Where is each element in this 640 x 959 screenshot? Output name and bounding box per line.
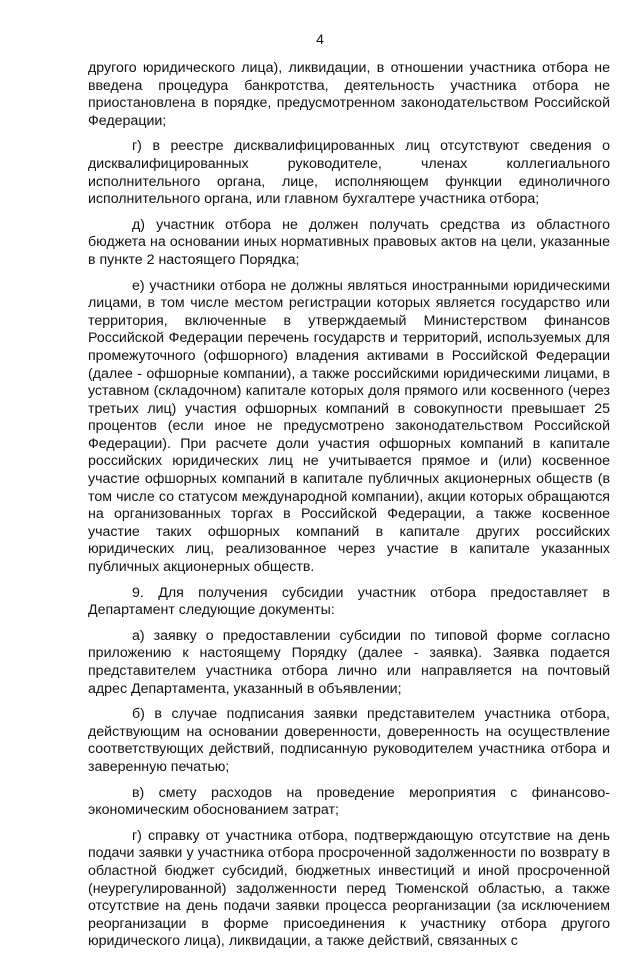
- paragraph-item-g-certificate: г) справку от участника отбора, подтверждающую отсутствие на день подачи заявки у участника отбора просроченной задолженности по возврату в областной бюджет субсидий, бюджетных инвестиций и иной просроченной (неурегулированной) задолженности перед Тюменской областью, а также отсутствие на день подачи заявки процесса реорганизации (за исключением реорганизации в форме присоединения к участнику отбора другого юридического лица), ликвидации, а также действий, связанных с: [88, 827, 610, 950]
- document-body: [88, 60, 610, 959]
- paragraph-clause-9: 9. Для получения субсидии участник отбора предоставляет в Департамент следующие документы:: [88, 584, 610, 619]
- paragraph-item-v-estimate: в) смету расходов на проведение мероприятия с финансово-экономическим обоснованием затрат;: [88, 784, 610, 819]
- paragraph-item-g-disqualified: г) в реестре дисквалифицированных лиц отсутствуют сведения о дисквалифицированных руководителе, членах коллегиального исполнительного органа, лице, исполняющем функции единоличного исполнительного органа, или главном бухгалтере участника отбора;: [88, 138, 610, 208]
- paragraph-item-b-proxy: б) в случае подписания заявки представителем участника отбора, действующим на основании доверенности, доверенность на осуществление соответствующих действий, подписанную руководителем участника отбора и заверенную печатью;: [88, 706, 610, 775]
- paragraph-continuation: другого юридического лица), ликвидации, в отношении участника отбора не введена процедура банкротства, деятельность участника отбора не приостановлена в порядке, предусмотренном законодательством Российской Федерации;: [88, 60, 610, 129]
- paragraph-item-d-budget: д) участник отбора не должен получать средства из областного бюджета на основании иных нормативных правовых актов на цели, указанные в пункте 2 настоящего Порядка;: [88, 216, 610, 268]
- paragraph-item-a-application: а) заявку о предоставлении субсидии по типовой форме согласно приложению к настоящему Порядку (далее - заявка). Заявка подается представителем участника отбора лично или направляется на почтовый адрес Департамента, указанный в объявлении;: [88, 627, 610, 697]
- paragraph-item-e-offshore: е) участники отбора не должны являться иностранными юридическими лицами, в том числе местом регистрации которых является государство или территория, включенные в утверждаемый Министерством финансов Российской Федерации перечень государств и территорий, используемых для промежуточного (офшорного) владения активами в Российской Федерации (далее - офшорные компании), а также российскими юридическими лицами, в уставном (складочном) капитале которых доля прямого или косвенного (через третьих лиц) участия офшорных компаний в совокупности превышает 25 процентов (если иное не предусмотрено законодательством Российской Федерации). При расчете доли участия офшорных компаний в капитале российских юридических лиц не учитывается прямое и (или) косвенное участие офшорных компаний в капитале публичных акционерных обществ (в том числе со статусом международной компании), акции которых обращаются на организованных торгах в Российской Федерации, а также косвенное участие таких офшорных компаний в капитале других российских юридических лиц, реализованное через участие в капитале указанных публичных акционерных обществ.: [88, 277, 610, 576]
- page-number: 4: [316, 31, 324, 47]
